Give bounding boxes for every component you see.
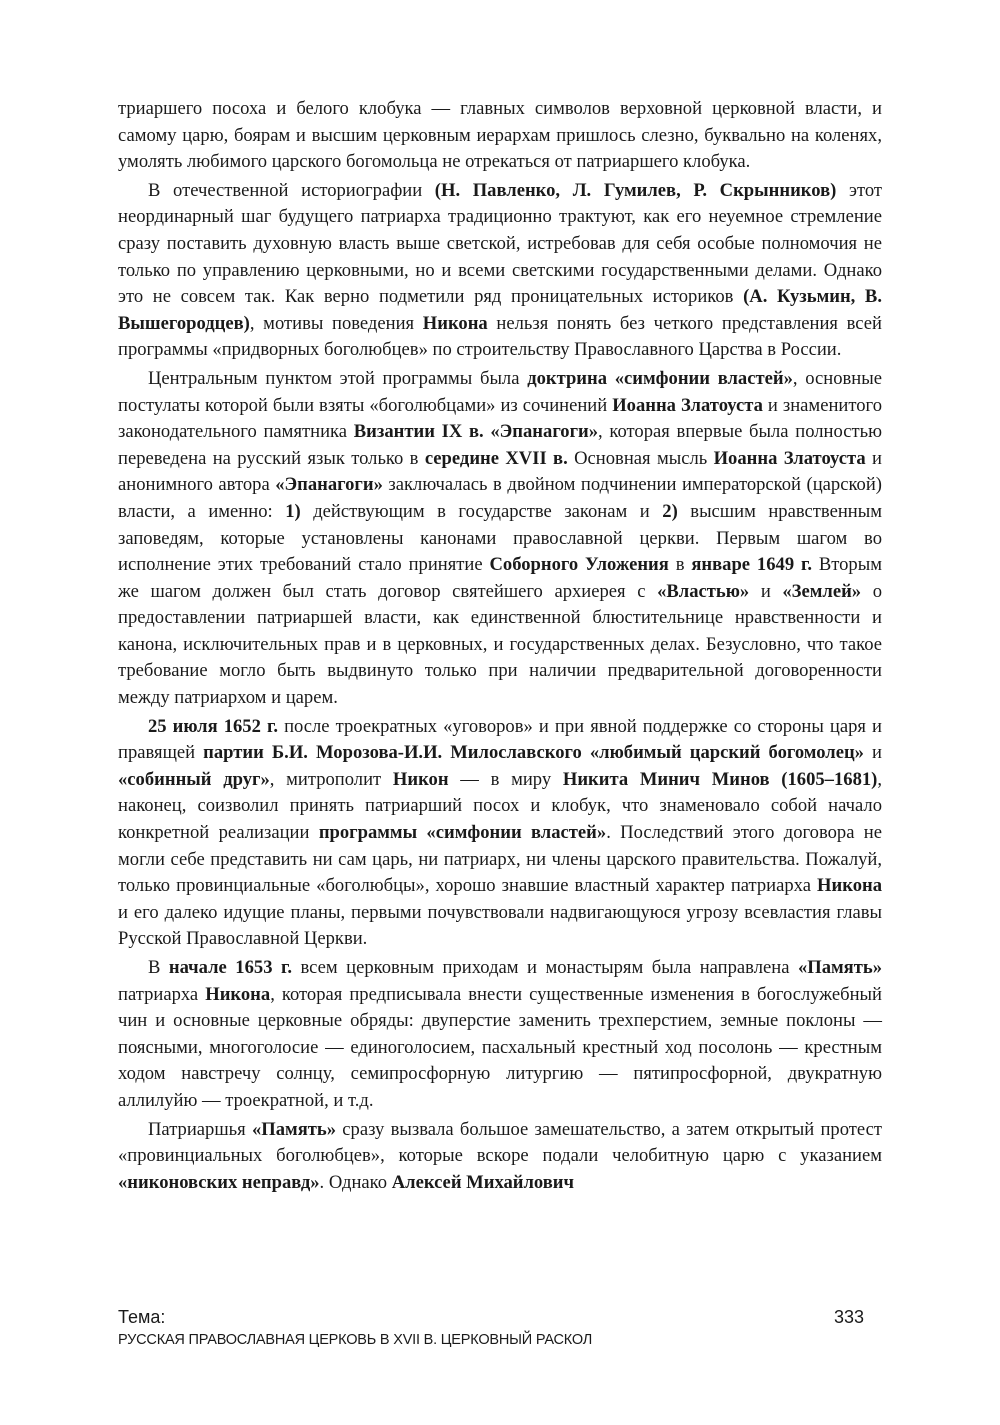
text-run: — в миру: [448, 768, 563, 790]
body-text: [118, 96, 882, 1198]
text-run: . Последствий этого договора не могли себе представить ни сам царь, ни патриарх, ни члены царского правительства. Пожалуй, только провинциальные «боголюбцы», хорошо знавшие властный характер патриарха: [118, 822, 882, 897]
bold-text-run: Никон: [392, 768, 449, 790]
text-run: этот неординарный шаг будущего патриарха традиционно трактуют, как его неуемное стремление сразу поставить духовную власть выше светской, истребовав для себя особые полномочия не только по управлению церковными, но и всеми светскими государственными делами. Однако это не совсем так. Как верно подметили ряд проницательных историков: [118, 179, 882, 308]
text-run: нельзя понять без четкого представления всей программы «придворных боголюбцев» по строительству Православного Царства в России.: [118, 312, 882, 361]
bold-text-run: Соборного Уложения: [489, 554, 669, 576]
text-run: и: [749, 580, 783, 602]
bold-text-run: начале 1653 г.: [168, 957, 292, 978]
bold-text-run: 2): [662, 500, 678, 522]
bold-text-run: Византии IX в. «Эпанагоги»: [353, 421, 599, 443]
bold-text-run: Никона: [422, 312, 488, 334]
paragraph: [118, 955, 882, 1115]
text-run: , основные постулаты которой были взяты «боголюбцами» из сочинений: [118, 367, 882, 416]
text-run: Патриаршья: [148, 1118, 252, 1140]
bold-text-run: Никита Минич Минов (1605–1681): [562, 768, 878, 790]
text-run: В: [148, 957, 169, 978]
text-run: Вторым же шагом должен был стать договор святейшего архиерея с: [118, 554, 882, 602]
text-run: и: [863, 742, 882, 764]
bold-text-run: Алексей Михайлович: [391, 1171, 575, 1193]
bold-text-run: «Землей»: [782, 580, 862, 602]
text-run: и анонимного автора: [118, 447, 882, 496]
text-run: патриарха: [118, 983, 206, 1005]
text-run: , наконец, соизволил принять патриарший посох и клобук, что знаменовало собой начало конкретной реализации: [118, 768, 883, 844]
text-run: . Однако: [319, 1171, 392, 1193]
bold-text-run: Никона: [817, 875, 882, 897]
footer-topic-title: РУССКАЯ ПРАВОСЛАВНАЯ ЦЕРКОВЬ В XVII В. ЦЕРКОВНЫЙ РАСКОЛ: [118, 1332, 593, 1348]
bold-text-run: середине XVII в.: [424, 447, 568, 469]
text-run: , мотивы поведения: [249, 312, 423, 334]
paragraph: [118, 714, 882, 953]
bold-text-run: «Память»: [797, 957, 882, 978]
bold-text-run: (А. Кузьмин, В. Вышегородцев): [118, 286, 882, 334]
text-run: Основная мысль: [567, 447, 714, 469]
bold-text-run: «Память»: [251, 1118, 337, 1140]
text-run: в: [668, 554, 692, 576]
bold-text-run: 1): [285, 500, 301, 522]
text-run: В отечественной историографии: [148, 179, 435, 201]
bold-text-run: «никоновских неправд»: [118, 1171, 320, 1193]
bold-text-run: Иоанна Златоуста: [713, 447, 866, 469]
paragraph: [118, 178, 882, 364]
bold-text-run: доктрина «симфонии властей»: [527, 367, 793, 389]
text-run: Центральным пунктом этой программы была: [148, 367, 528, 389]
footer-topic-label: Тема:: [118, 1307, 166, 1327]
bold-text-run: программы «симфонии властей»: [318, 822, 607, 844]
bold-text-run: январе 1649 г.: [691, 554, 812, 576]
text-run: сразу вызвала большое замешательство, а затем открытый протест «провинциальных боголюбцев», которые вскоре подали челобитную царю с указанием: [118, 1118, 882, 1167]
bold-text-run: партии Б.И. Морозова-И.И. Милославского «любимый царский богомолец»: [203, 742, 864, 764]
text-run: , которая предписывала внести существенные изменения в богослужебный чин и основные церковные обряды: двуперстие заменить трехперстием, земные поклоны — поясными, многоголосие — единоголосием, пасхальный крестный ход посолонь — крестным ходом навстречу солнцу, семипросфорную литургию — пятипросфорной, двукратную аллилуйю — троекратной, и т.д.: [118, 983, 882, 1111]
text-run: о предоставлении патриаршей власти, как единственной блюстительнице нравственности и канона, исключительных прав и в церковных, и государственных делах. Безусловно, что такое требование могло быть выдвинуто только при наличии предварительной договоренности между патриархом и царем.: [118, 580, 883, 709]
text-run: действующим в государстве законам и: [300, 500, 663, 522]
paragraph: [118, 96, 882, 176]
text-run: , которая впервые была полностью переведена на русский язык только в: [118, 421, 882, 469]
bold-text-run: Никона: [205, 983, 271, 1005]
bold-text-run: «Властью»: [657, 580, 750, 602]
bold-text-run: «собинный друг»: [118, 768, 270, 790]
text-run: высшим нравственным заповедям, которые установлены канонами православной церкви. Первым шагом во исполнение этих требований стало принятие: [118, 500, 882, 576]
paragraph: [118, 1117, 882, 1197]
text-run: заключалась в двойном подчинении императорской (царской) власти, а именно:: [118, 474, 882, 522]
bold-text-run: «Эпанагоги»: [275, 474, 383, 496]
page-number: 333: [834, 1307, 865, 1327]
text-run: , митрополит: [269, 768, 393, 790]
text-run: и его далеко идущие планы, первыми почувствовали надвигающуюся угрозу всевластия главы Русской Православной Церкви.: [118, 901, 882, 950]
text-run: всем церковным приходам и монастырям была направлена: [291, 957, 798, 978]
bold-text-run: (Н. Павленко, Л. Гумилев, Р. Скрынников): [434, 179, 837, 201]
text-run: после троекратных «уговоров» и при явной поддержке со стороны царя и правящей: [118, 715, 883, 764]
bold-text-run: Иоанна Златоуста: [612, 394, 763, 416]
text-run: и знаменитого законодательного памятника: [118, 394, 882, 443]
text-run: триаршего посоха и белого клобука — главных символов верховной церковной власти, и самому царю, боярам и высшим церковным иерархам пришлось слезно, буквально на коленях, умолять любимого царского богомольца не отрекаться от патриаршего клобука.: [118, 98, 882, 173]
paragraph: [118, 366, 882, 712]
bold-text-run: 25 июля 1652 г.: [148, 715, 278, 737]
